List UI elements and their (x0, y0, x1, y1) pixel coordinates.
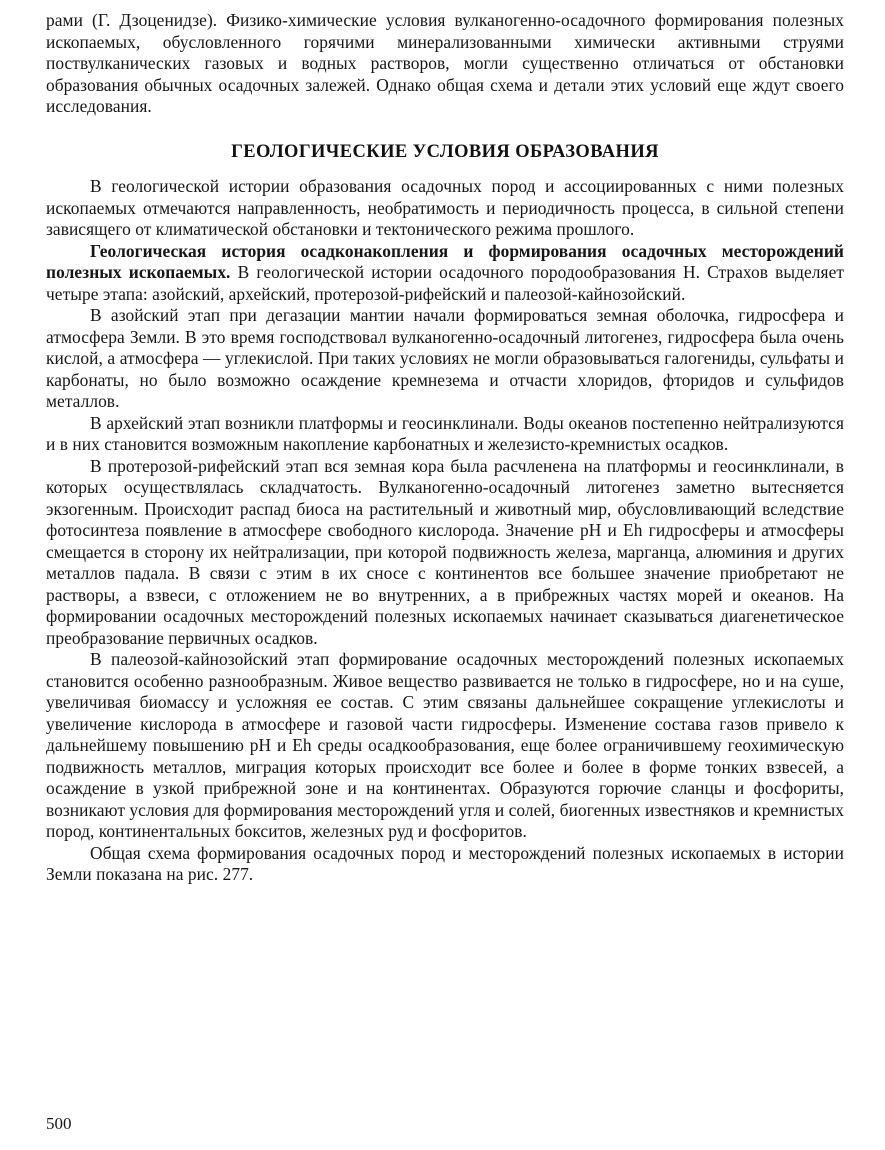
paragraph-intro: В геологической истории образования осадочных пород и ассоциированных с ними полезных ископаемых отмечаются направленность, необратимость и периодичность процесса, в сильной степени зависящего от климатической обстановки и тектонического режима прошлого. (46, 176, 844, 239)
paragraph-proterozoic: В протерозой-рифейский этап вся земная кора была расчленена на платформы и геосинклинали, в которых осуществлялась складчатость. Вулканогенно-осадочный литогенез заметно вытесняется экзогенным. Происходит распад биоса на растительный и животный мир, обусловливающий вследствие фотосинтеза появление в атмосфере свободного кислорода. Значение pH и Eh гидросферы и атмосферы смещается в сторону их нейтрализации, при которой подвижность железа, марганца, алюминия и других металлов падала. В связи с этим в их сносе с континентов все большее значение приобретают не растворы, а взвеси, с отложением не во внутренних, а в прибрежных частях морей и океанов. На формировании осадочных месторождений полезных ископаемых начинает сказываться диагенетическое преобразование первичных осадков. (46, 455, 844, 648)
top-paragraph: рами (Г. Дзоценидзе). Физико-химические условия вулканогенно-осадочного формирования полезных ископаемых, обусловленного горячими минерализованными химически активными струями поствулканических газовых и водных растворов, могли существенно отличаться от обстановки образования обычных осадочных залежей. Однако общая схема и детали этих условий еще ждут своего исследования. (46, 10, 844, 116)
section-heading: ГЕОЛОГИЧЕСКИЕ УСЛОВИЯ ОБРАЗОВАНИЯ (231, 141, 659, 162)
paragraph-azoic: В азойский этап при дегазации мантии начали формироваться земная оболочка, гидросфера и атмосфера Земли. В это время господствовал вулканогенно-осадочный литогенез, гидросфера была очень кислой, а атмосфера — углекислой. При таких условиях не могли образовываться галогениды, сульфаты и карбонаты, но было возможно осаждение кремнезема и отчасти хлоридов, фторидов и сульфидов металлов. (46, 305, 844, 411)
page-body (46, 10, 844, 886)
paragraph-paleozoic: В палеозой-кайнозойский этап формирование осадочных месторождений полезных ископаемых становится особенно разнообразным. Живое вещество развивается не только в гидросфере, но и на суше, увеличивая биомассу и усложняя ее состав. С этим связаны дальнейшее сокращение углекислоты и увеличение кислорода в атмосфере и газовой части гидросферы. Изменение состава газов привело к дальнейшему повышению pH и Eh среды осадкообразования, еще более ограничившему геохимическую подвижность металлов, миграция которых происходит все более и более в форме тонких взвесей, а осаждение в узкой прибрежной зоне и на континентах. Образуются горючие сланцы и фосфориты, возникают условия для формирования месторождений угля и солей, биогенных известняков и кремнистых пород, континентальных бокситов, железных руд и фосфоритов. (46, 649, 844, 841)
paragraph-history (46, 241, 844, 306)
paragraph-summary: Общая схема формирования осадочных пород и месторождений полезных ископаемых в истории Земли показана на рис. 277. (46, 842, 844, 884)
paragraph-history-text: В геологической истории осадочного породообразования Н. Страхов выделяет четыре этапа: азойский, архейский, протерозой-рифейский и палеозой-кайнозойский. (46, 262, 844, 304)
run-in-heading: Геологическая история осадконакопления и формирования осадочных месторождений полезных ископаемых. (46, 240, 844, 282)
paragraph-archean: В архейский этап возникли платформы и геосинклинали. Воды океанов постепенно нейтрализуются и в них становится возможным накопление карбонатных и железисто-кремнистых осадков. (46, 412, 844, 454)
page-number: 500 (46, 1114, 72, 1133)
